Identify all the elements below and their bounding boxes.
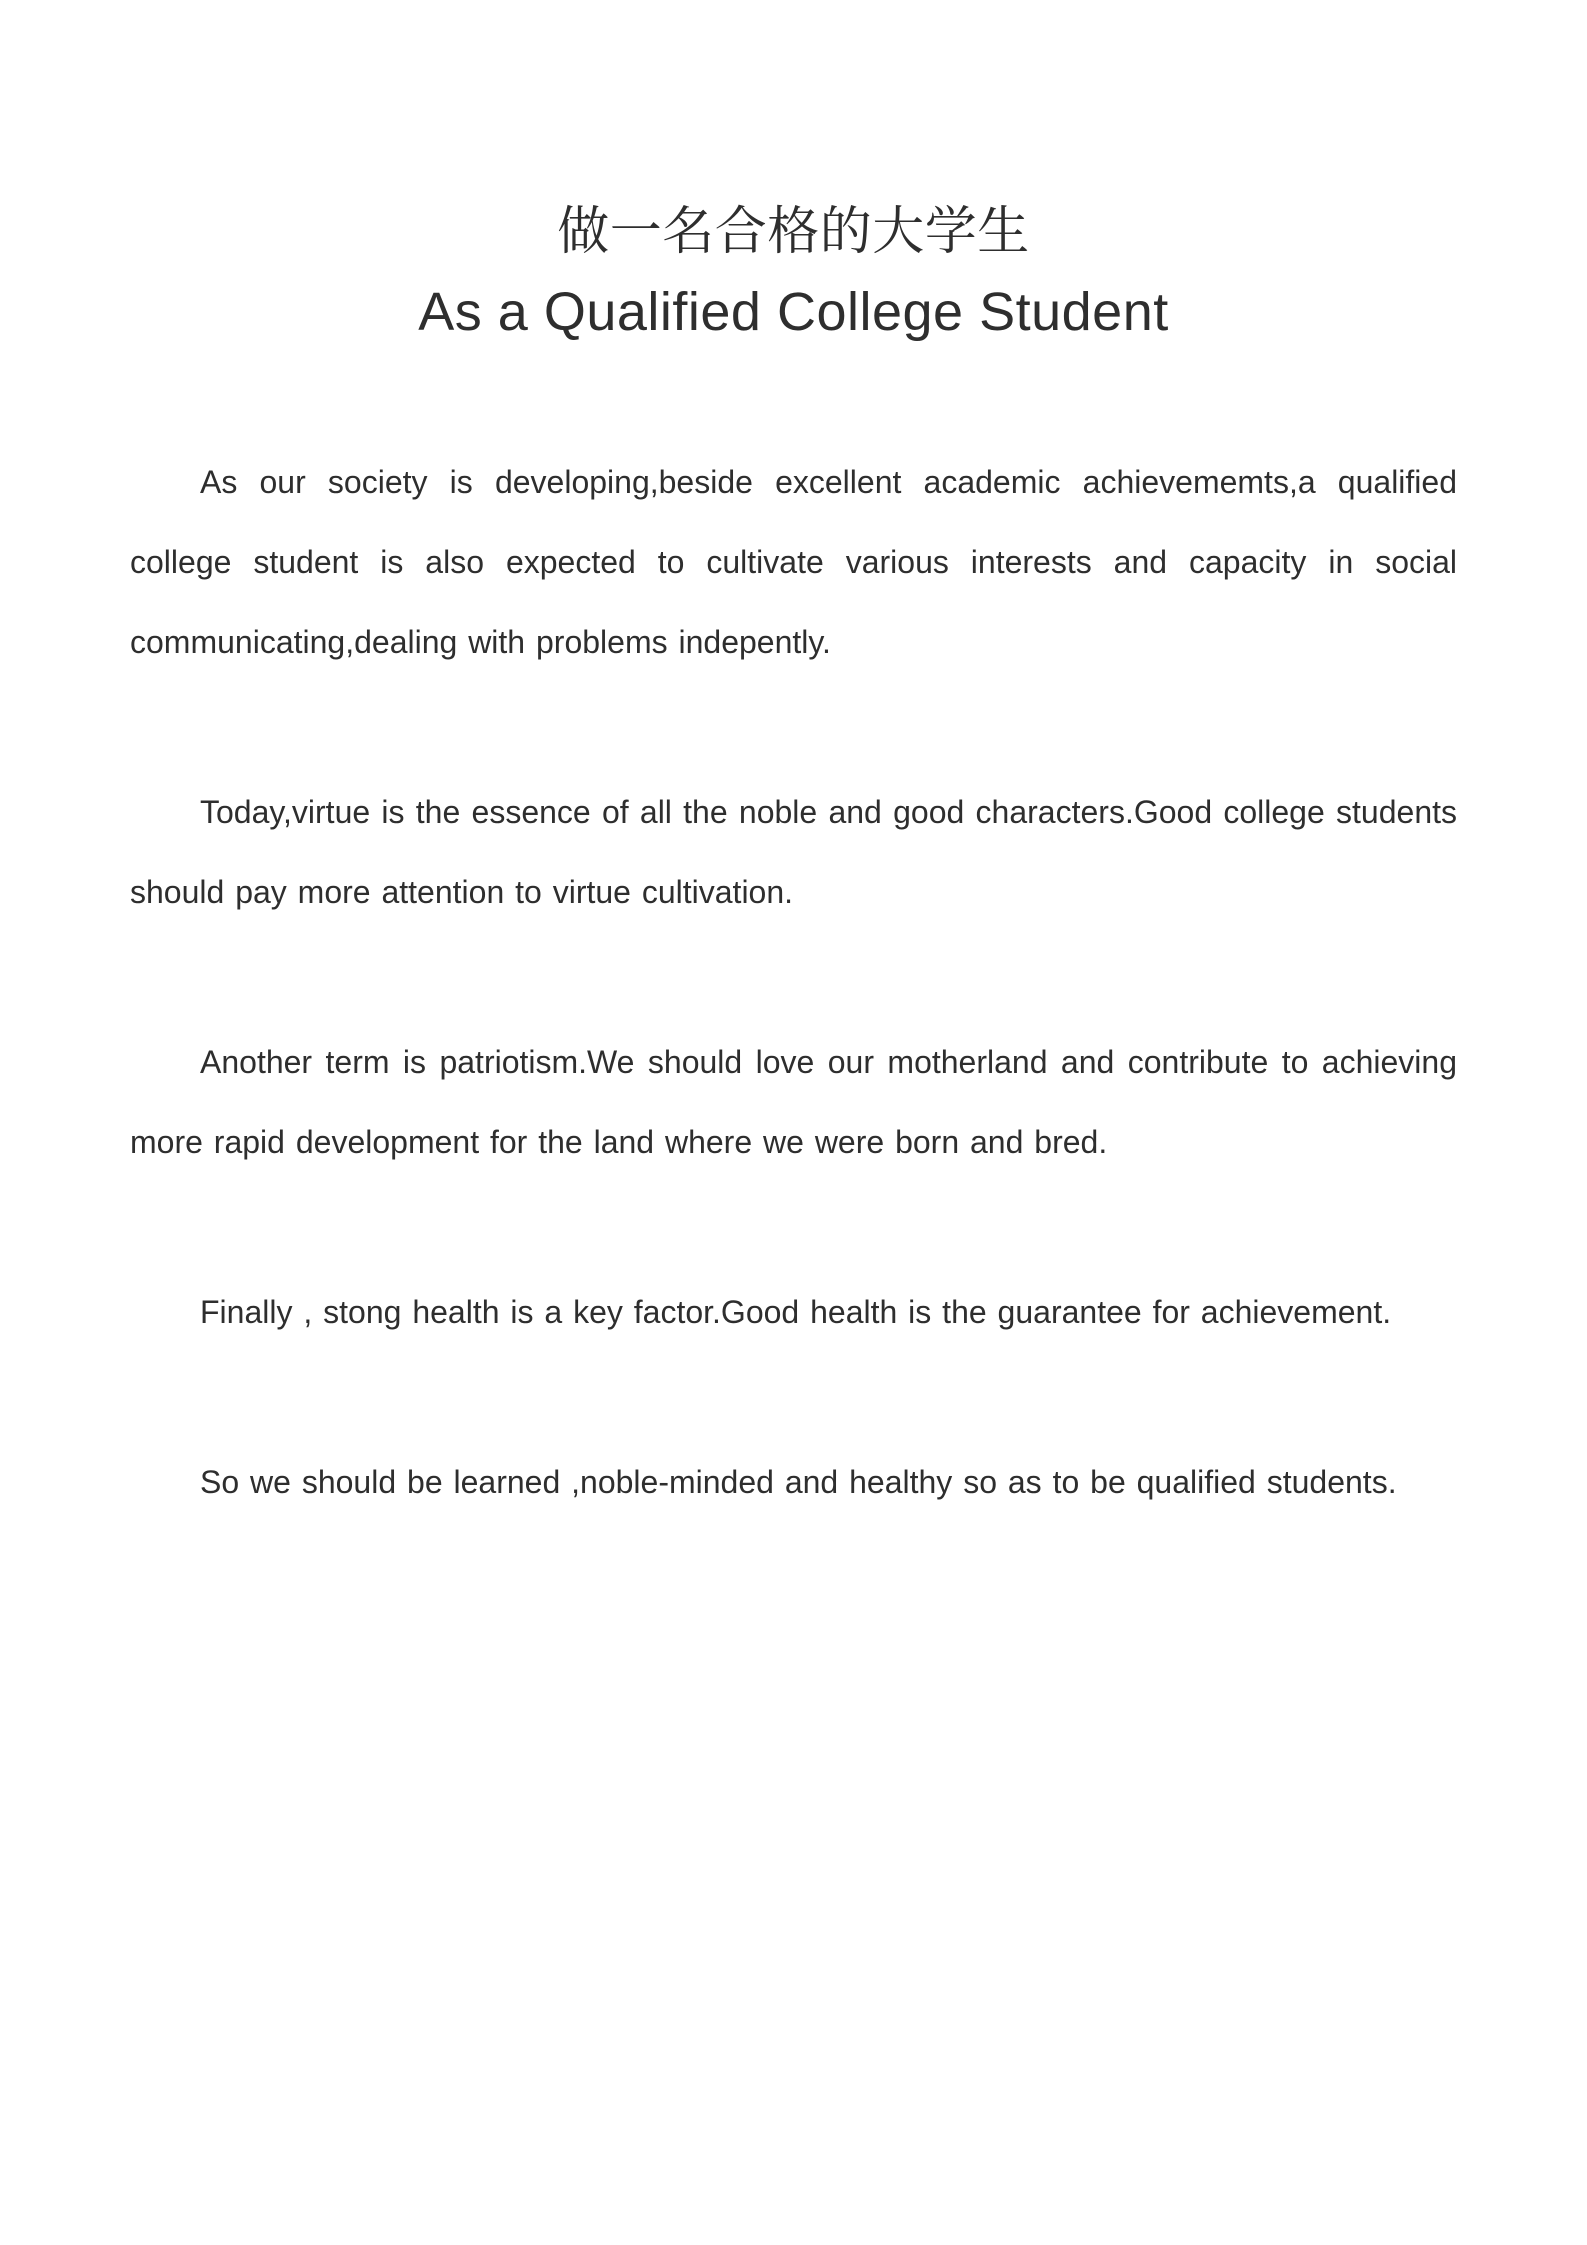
paragraph: Another term is patriotism.We should love our motherland and contribute to achieving more rapid development for the land where we were born and bred. (130, 1044, 1457, 1160)
paragraph: Finally , stong health is a key factor.Good health is the guarantee for achievement. (200, 1294, 1392, 1330)
document-title-chinese: 做一名合格的大学生 (557, 203, 1030, 261)
paragraph: Today,virtue is the essence of all the noble and good characters.Good college students should pay more attention to virtue cultivation. (130, 794, 1457, 910)
document-title-english: As a Qualified College Student (418, 282, 1169, 342)
paragraph: As our society is developing,beside excellent academic achievememts,a qualified college student is also expected to cultivate various interests and capacity in social communicating,dealing with problems indepently. (130, 464, 1457, 660)
paragraph: So we should be learned ,noble-minded and healthy so as to be qualified students. (200, 1464, 1397, 1500)
document-body (130, 442, 1457, 1522)
